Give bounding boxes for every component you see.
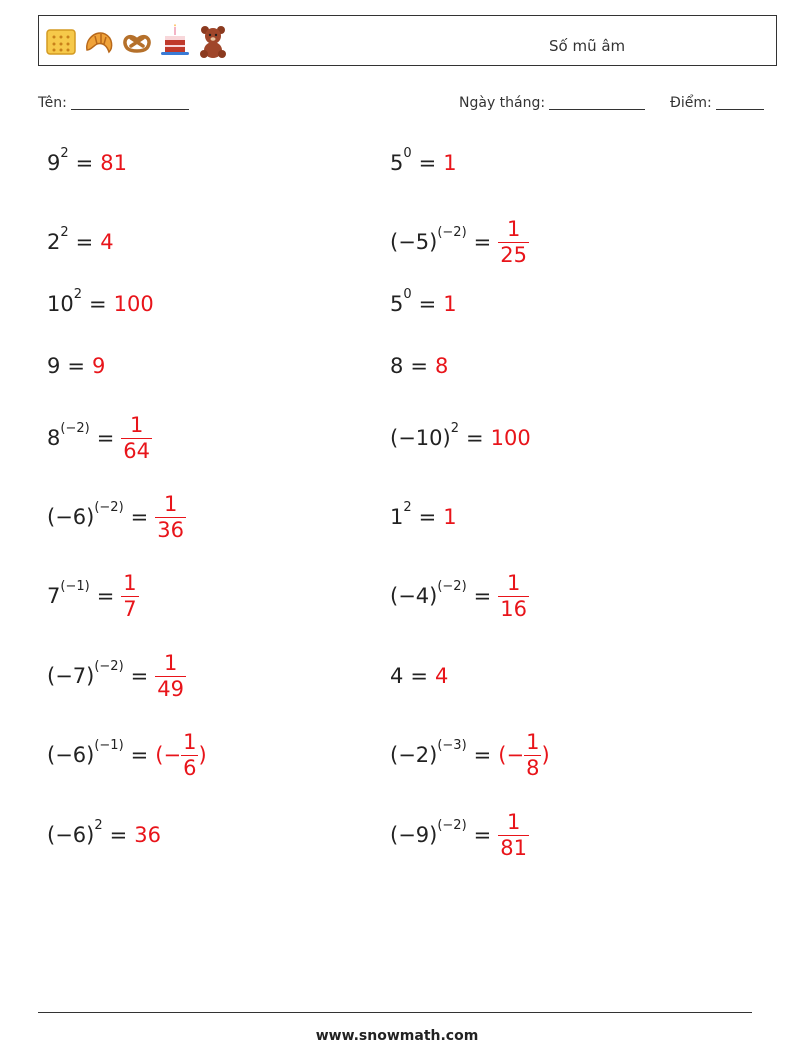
fraction-denominator: 81	[500, 835, 527, 860]
problem-exponent: (−2)	[437, 817, 467, 833]
problem-base: (−6)	[47, 743, 95, 767]
problem-exponent: (−1)	[60, 578, 90, 594]
problem-exponent: (−1)	[94, 737, 124, 753]
equals-sign: =	[130, 664, 149, 688]
problem-exponent: 2	[450, 420, 459, 436]
problem-base: 5	[390, 292, 404, 316]
problem-left-5	[47, 408, 152, 468]
fraction-numerator: 1	[163, 650, 178, 675]
problem-exponent: (−2)	[60, 420, 90, 436]
problem-left-9	[47, 725, 207, 785]
equals-sign: =	[109, 823, 128, 847]
footer-divider	[38, 1012, 752, 1013]
problem-right-1	[390, 133, 457, 193]
problem-right-9	[390, 725, 550, 785]
problem-right-2	[390, 212, 529, 272]
name-blank[interactable]	[71, 95, 189, 110]
answer-fraction	[498, 810, 529, 861]
equals-sign: =	[96, 584, 115, 608]
fraction-numerator: 1	[183, 729, 197, 754]
answer-fraction	[181, 730, 198, 781]
answer-fraction	[155, 651, 186, 702]
answer-open-paren: (−	[498, 743, 525, 767]
problem-base: (−7)	[47, 664, 95, 688]
answer	[155, 730, 206, 781]
answer: 100	[113, 292, 154, 316]
fraction-denominator: 16	[500, 596, 527, 621]
problem-right-8	[390, 646, 448, 706]
fraction-denominator: 64	[123, 438, 151, 463]
score-blank[interactable]	[716, 95, 764, 110]
equals-sign: =	[473, 823, 492, 847]
equals-sign: =	[130, 743, 149, 767]
problem-base: 8	[390, 354, 404, 378]
answer: 100	[490, 426, 531, 450]
equals-sign: =	[130, 505, 149, 529]
problem-base: 9	[47, 151, 61, 175]
answer: 1	[443, 505, 457, 529]
worksheet-title: Số mũ âm	[549, 37, 626, 55]
worksheet-header	[38, 15, 777, 66]
equals-sign: =	[75, 230, 94, 254]
problem-left-8	[47, 646, 186, 706]
answer: 8	[434, 354, 449, 378]
answer-fraction	[524, 730, 541, 781]
problem-base: 4	[390, 664, 404, 688]
date-field	[459, 95, 645, 111]
fraction-denominator: 6	[183, 755, 197, 780]
problem-right-6	[390, 487, 457, 547]
problem-base: (−5)	[390, 230, 438, 254]
fraction-denominator: 8	[526, 755, 540, 780]
teddy-bear-icon	[197, 24, 229, 60]
problem-exponent: (−3)	[437, 737, 467, 753]
problem-left-3	[47, 274, 154, 334]
fraction-denominator: 36	[157, 517, 184, 542]
equals-sign: =	[473, 230, 492, 254]
answer: 9	[91, 354, 106, 378]
problem-base: 8	[47, 426, 61, 450]
answer-fraction	[121, 413, 152, 464]
answer	[155, 651, 186, 702]
fraction-numerator: 1	[129, 412, 144, 437]
problem-right-7	[390, 566, 529, 626]
answer: 4	[434, 664, 449, 688]
problem-exponent: 2	[60, 145, 69, 161]
fraction-numerator: 1	[506, 570, 521, 595]
problem-exponent: 2	[403, 499, 412, 515]
birthday-cake-icon	[159, 24, 191, 60]
problem-left-4	[47, 336, 105, 396]
fraction-denominator: 25	[500, 242, 527, 267]
answer: 1	[443, 151, 457, 175]
problem-base: (−9)	[390, 823, 438, 847]
answer	[121, 571, 138, 622]
problem-exponent: 0	[403, 286, 412, 302]
fraction-numerator: 1	[123, 570, 137, 595]
problem-left-10	[47, 805, 161, 865]
problem-base: 7	[47, 584, 61, 608]
answer: 4	[100, 230, 114, 254]
croissant-icon	[83, 24, 115, 60]
answer-close-paren: )	[198, 743, 207, 767]
problem-base: 2	[47, 230, 61, 254]
fraction-denominator: 49	[157, 676, 184, 701]
equals-sign: =	[89, 292, 107, 316]
problem-base: 9	[47, 354, 61, 378]
problem-exponent: 0	[403, 145, 412, 161]
problem-left-1	[47, 133, 127, 193]
answer: 1	[443, 292, 457, 316]
problem-base: (−6)	[47, 823, 95, 847]
problem-right-10	[390, 805, 529, 865]
answer-open-paren: (−	[155, 743, 182, 767]
problem-base: 1	[390, 505, 404, 529]
equals-sign: =	[96, 426, 115, 450]
fraction-numerator: 1	[163, 491, 178, 516]
problem-base: (−4)	[390, 584, 438, 608]
answer	[498, 810, 529, 861]
fraction-numerator: 1	[506, 216, 521, 241]
cracker-icon	[45, 24, 77, 60]
problem-base: 5	[390, 151, 404, 175]
problem-base: 10	[47, 292, 74, 316]
name-field	[38, 95, 189, 111]
answer	[498, 571, 529, 622]
problem-exponent: (−2)	[437, 224, 467, 240]
equals-sign: =	[418, 505, 437, 529]
equals-sign: =	[473, 584, 492, 608]
name-label: Tên:	[38, 95, 67, 111]
equals-sign: =	[410, 664, 428, 688]
fraction-denominator: 7	[123, 596, 137, 621]
equals-sign: =	[67, 354, 85, 378]
problem-base: (−6)	[47, 505, 95, 529]
answer-fraction	[498, 571, 529, 622]
date-label: Ngày tháng:	[459, 95, 546, 111]
pretzel-icon	[121, 24, 153, 60]
header-icons	[45, 22, 229, 62]
problem-left-7	[47, 566, 139, 626]
problem-left-2	[47, 212, 114, 272]
equals-sign: =	[418, 292, 437, 316]
fraction-numerator: 1	[506, 809, 521, 834]
answer: 36	[134, 823, 161, 847]
equals-sign: =	[418, 151, 437, 175]
answer-close-paren: )	[541, 743, 550, 767]
problem-right-5	[390, 408, 531, 468]
problem-right-4	[390, 336, 448, 396]
problem-base: (−2)	[390, 743, 438, 767]
problem-exponent: 2	[73, 286, 83, 302]
score-label: Điểm:	[670, 95, 712, 111]
equals-sign: =	[410, 354, 428, 378]
equals-sign: =	[473, 743, 492, 767]
footer-url: www.snowmath.com	[315, 1028, 479, 1044]
score-field	[670, 95, 764, 111]
fraction-numerator: 1	[526, 729, 540, 754]
date-blank[interactable]	[549, 95, 645, 110]
problem-exponent: 2	[60, 224, 69, 240]
problem-right-3	[390, 274, 457, 334]
answer-fraction	[498, 217, 529, 268]
answer	[498, 217, 529, 268]
problem-exponent: 2	[94, 817, 103, 833]
answer: 81	[100, 151, 127, 175]
answer-fraction	[155, 492, 186, 543]
answer	[498, 730, 549, 781]
problem-left-6	[47, 487, 186, 547]
answer-fraction	[121, 571, 138, 622]
problem-exponent: (−2)	[437, 578, 467, 594]
problem-exponent: (−2)	[94, 658, 124, 674]
problem-base: (−10)	[390, 426, 451, 450]
answer	[121, 413, 152, 464]
equals-sign: =	[465, 426, 484, 450]
equals-sign: =	[75, 151, 94, 175]
answer	[155, 492, 186, 543]
problem-exponent: (−2)	[94, 499, 124, 515]
